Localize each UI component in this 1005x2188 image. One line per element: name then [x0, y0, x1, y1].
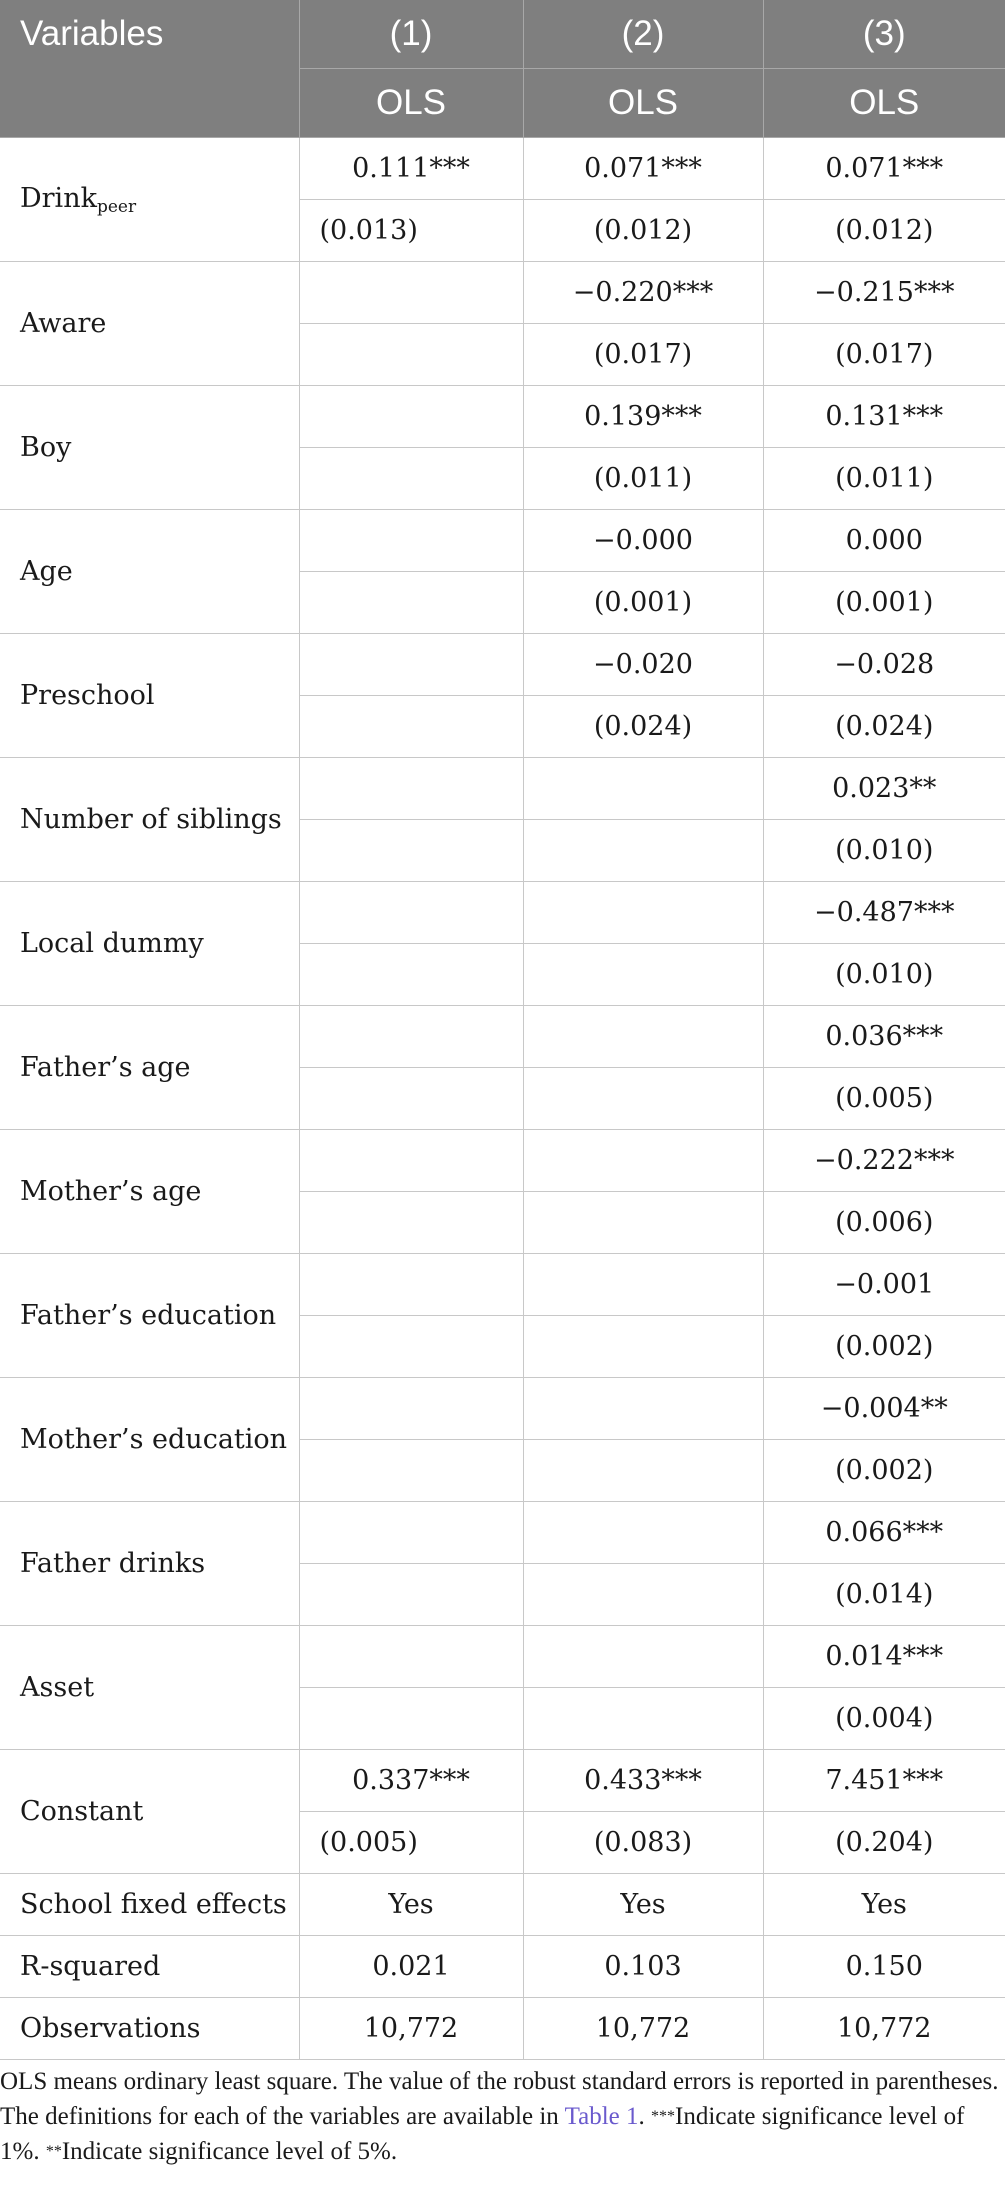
- summary-value: Yes: [763, 1874, 1005, 1936]
- coefficient-cell: [299, 262, 523, 324]
- summary-label: Observations: [0, 1998, 299, 2060]
- standard-error-cell: [299, 324, 523, 386]
- coefficient-cell: [299, 1626, 523, 1688]
- coefficient-cell: [523, 1006, 763, 1068]
- standard-error-cell: [523, 944, 763, 1006]
- coefficient-cell: [299, 1130, 523, 1192]
- variable-name: [0, 634, 299, 758]
- summary-value: 10,772: [763, 1998, 1005, 2060]
- coefficient-row: [0, 1006, 1005, 1068]
- variable-name-subscript: peer: [96, 196, 137, 217]
- summary-row: [0, 1874, 1005, 1936]
- method-header-2: OLS: [523, 69, 763, 138]
- coefficient-row: [0, 634, 1005, 696]
- method-header-3: OLS: [763, 69, 1005, 138]
- column-header-1: (1): [299, 0, 523, 69]
- footnote-text: OLS means ordinary least square. The value of the robust standard errors is reported in parentheses. The definitions for each of the variables are available in: [0, 2068, 999, 2130]
- standard-error-cell: (0.010): [763, 944, 1005, 1006]
- header-row-methods: [0, 69, 1005, 138]
- coefficient-row: [0, 510, 1005, 572]
- variable-name: [0, 1750, 299, 1874]
- standard-error-cell: (0.024): [523, 696, 763, 758]
- coefficient-cell: [523, 1130, 763, 1192]
- table-1-link[interactable]: Table 1: [564, 2103, 639, 2130]
- standard-error-cell: [523, 1564, 763, 1626]
- coefficient-cell: [523, 1626, 763, 1688]
- variable-name: [0, 386, 299, 510]
- variable-name: [0, 510, 299, 634]
- summary-value: 0.103: [523, 1936, 763, 1998]
- standard-error-cell: (0.013): [299, 200, 523, 262]
- coefficient-cell: [523, 1378, 763, 1440]
- standard-error-cell: [299, 944, 523, 1006]
- significance-mark-1pct: ***: [651, 2108, 675, 2125]
- standard-error-cell: [523, 820, 763, 882]
- standard-error-cell: [523, 1316, 763, 1378]
- standard-error-cell: (0.002): [763, 1440, 1005, 1502]
- table-footnote: [0, 2064, 1000, 2169]
- standard-error-cell: [299, 1068, 523, 1130]
- summary-row: [0, 1936, 1005, 1998]
- coefficient-cell: 0.131***: [763, 386, 1005, 448]
- summary-value: 10,772: [299, 1998, 523, 2060]
- standard-error-cell: (0.011): [523, 448, 763, 510]
- footnote-punct: .: [638, 2103, 651, 2130]
- footnote-1pct: Indicate significance level of 1%.: [0, 2103, 965, 2165]
- coefficient-cell: 0.071***: [523, 138, 763, 200]
- coefficient-row: [0, 262, 1005, 324]
- coefficient-cell: 0.337***: [299, 1750, 523, 1812]
- summary-label: R-squared: [0, 1936, 299, 1998]
- variable-name: [0, 758, 299, 882]
- header-row-columns: [0, 0, 1005, 69]
- coefficient-row: [0, 882, 1005, 944]
- coefficient-cell: 0.111***: [299, 138, 523, 200]
- standard-error-cell: (0.002): [763, 1316, 1005, 1378]
- variable-name-text: Age: [20, 556, 73, 587]
- coefficient-cell: −0.222***: [763, 1130, 1005, 1192]
- variable-name: [0, 1502, 299, 1626]
- coefficient-cell: [299, 510, 523, 572]
- standard-error-cell: [523, 1068, 763, 1130]
- summary-value: 0.021: [299, 1936, 523, 1998]
- coefficient-row: [0, 1254, 1005, 1316]
- variable-name-text: Local dummy: [20, 928, 204, 959]
- coefficient-cell: −0.020: [523, 634, 763, 696]
- standard-error-cell: (0.004): [763, 1688, 1005, 1750]
- coefficient-row: [0, 1502, 1005, 1564]
- variable-name: [0, 1006, 299, 1130]
- column-header-3: (3): [763, 0, 1005, 69]
- coefficient-cell: [299, 758, 523, 820]
- standard-error-cell: [299, 1564, 523, 1626]
- coefficient-cell: [523, 882, 763, 944]
- coefficient-cell: 0.066***: [763, 1502, 1005, 1564]
- coefficient-cell: [299, 386, 523, 448]
- coefficient-row: [0, 1626, 1005, 1688]
- coefficient-cell: [299, 882, 523, 944]
- variable-name: [0, 1626, 299, 1750]
- coefficient-cell: −0.001: [763, 1254, 1005, 1316]
- standard-error-cell: [523, 1192, 763, 1254]
- standard-error-cell: [299, 820, 523, 882]
- variable-name-text: Preschool: [20, 680, 155, 711]
- coefficient-cell: [299, 1254, 523, 1316]
- variable-name: [0, 1254, 299, 1378]
- standard-error-cell: [523, 1688, 763, 1750]
- coefficient-cell: 0.023**: [763, 758, 1005, 820]
- variable-name-text: Boy: [20, 432, 72, 463]
- coefficient-cell: [523, 1254, 763, 1316]
- summary-value: Yes: [523, 1874, 763, 1936]
- coefficient-row: [0, 758, 1005, 820]
- column-header-2: (2): [523, 0, 763, 69]
- variable-name-text: Aware: [20, 308, 107, 339]
- variable-name-text: Father’s age: [20, 1052, 191, 1083]
- standard-error-cell: (0.014): [763, 1564, 1005, 1626]
- standard-error-cell: (0.012): [763, 200, 1005, 262]
- standard-error-cell: [299, 696, 523, 758]
- coefficient-cell: [299, 1006, 523, 1068]
- variable-name-text: Father’s education: [20, 1300, 277, 1331]
- table-body: [0, 138, 1005, 2060]
- coefficient-row: [0, 386, 1005, 448]
- summary-value: 0.150: [763, 1936, 1005, 1998]
- variable-name-text: Mother’s education: [20, 1424, 288, 1455]
- coefficient-row: [0, 1130, 1005, 1192]
- coefficient-cell: [523, 1502, 763, 1564]
- significance-mark-5pct: **: [45, 2143, 62, 2160]
- standard-error-cell: (0.001): [763, 572, 1005, 634]
- standard-error-cell: [299, 1192, 523, 1254]
- variable-name-text: Constant: [20, 1796, 144, 1827]
- coefficient-cell: [523, 758, 763, 820]
- coefficient-row: [0, 1378, 1005, 1440]
- summary-row: [0, 1998, 1005, 2060]
- standard-error-cell: (0.017): [523, 324, 763, 386]
- coefficient-cell: 0.014***: [763, 1626, 1005, 1688]
- standard-error-cell: [299, 448, 523, 510]
- variable-name: [0, 1378, 299, 1502]
- coefficient-row: [0, 138, 1005, 200]
- coefficient-cell: −0.220***: [523, 262, 763, 324]
- coefficient-cell: −0.028: [763, 634, 1005, 696]
- summary-value: Yes: [299, 1874, 523, 1936]
- variable-name-text: Asset: [20, 1672, 95, 1703]
- standard-error-cell: (0.001): [523, 572, 763, 634]
- coefficient-cell: 0.433***: [523, 1750, 763, 1812]
- variable-name: [0, 882, 299, 1006]
- summary-value: 10,772: [523, 1998, 763, 2060]
- coefficient-cell: [299, 1502, 523, 1564]
- standard-error-cell: (0.005): [763, 1068, 1005, 1130]
- variable-name: [0, 138, 299, 262]
- coefficient-cell: −0.215***: [763, 262, 1005, 324]
- standard-error-cell: [299, 572, 523, 634]
- standard-error-cell: (0.006): [763, 1192, 1005, 1254]
- table-header: [0, 0, 1005, 138]
- coefficient-cell: 0.139***: [523, 386, 763, 448]
- variable-name-text: Number of siblings: [20, 804, 282, 835]
- standard-error-cell: [299, 1316, 523, 1378]
- coefficient-row: [0, 1750, 1005, 1812]
- standard-error-cell: (0.012): [523, 200, 763, 262]
- coefficient-cell: −0.004**: [763, 1378, 1005, 1440]
- coefficient-cell: −0.487***: [763, 882, 1005, 944]
- standard-error-cell: (0.017): [763, 324, 1005, 386]
- summary-label: School fixed effects: [0, 1874, 299, 1936]
- variable-name: [0, 262, 299, 386]
- standard-error-cell: (0.204): [763, 1812, 1005, 1874]
- variable-name-text: Father drinks: [20, 1548, 206, 1579]
- variable-name-text: Drink: [20, 182, 97, 214]
- standard-error-cell: (0.083): [523, 1812, 763, 1874]
- standard-error-cell: (0.024): [763, 696, 1005, 758]
- coefficient-cell: −0.000: [523, 510, 763, 572]
- coefficient-cell: 0.036***: [763, 1006, 1005, 1068]
- variables-header: Variables: [0, 0, 299, 69]
- standard-error-cell: [523, 1440, 763, 1502]
- coefficient-cell: 7.451***: [763, 1750, 1005, 1812]
- coefficient-cell: 0.000: [763, 510, 1005, 572]
- method-header-1: OLS: [299, 69, 523, 138]
- coefficient-cell: 0.071***: [763, 138, 1005, 200]
- variable-name: [0, 1130, 299, 1254]
- standard-error-cell: (0.011): [763, 448, 1005, 510]
- standard-error-cell: [299, 1688, 523, 1750]
- coefficient-cell: [299, 1378, 523, 1440]
- variable-name-text: Mother’s age: [20, 1176, 202, 1207]
- standard-error-cell: (0.010): [763, 820, 1005, 882]
- coefficient-cell: [299, 634, 523, 696]
- header-blank-cell: [0, 69, 299, 138]
- standard-error-cell: (0.005): [299, 1812, 523, 1874]
- footnote-5pct: Indicate significance level of 5%.: [61, 2138, 398, 2165]
- standard-error-cell: [299, 1440, 523, 1502]
